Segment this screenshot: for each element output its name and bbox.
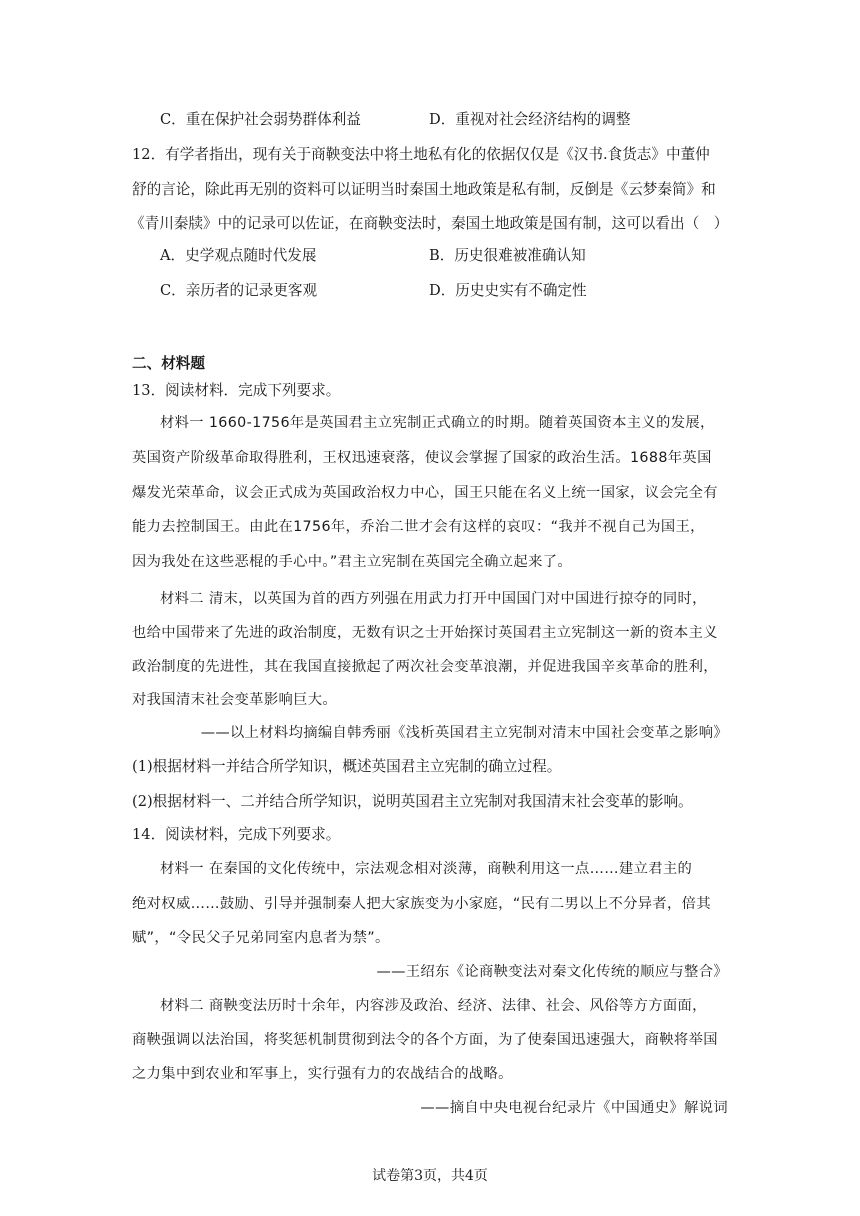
q13-material2-line1: 材料二 清末，以英国为首的西方列强在用武力打开中国国门对中国进行掠夺的同时， bbox=[160, 591, 707, 607]
q13-material2-line3: 政治制度的先进性，其在我国直接掀起了两次社会变革浪潮，并促进我国辛亥革命的胜利， bbox=[132, 659, 718, 675]
q13-source: ——以上材料均摘编自韩秀丽《浅析英国君主立宪制对清末中国社会变革之影响》 bbox=[200, 725, 728, 741]
q13-material2-line4: 对我国清末社会变革影响巨大。 bbox=[132, 692, 338, 708]
section-heading: 二、材料题 bbox=[132, 355, 205, 372]
q13-material1-line1: 材料一 1660-1756年是英国君主立宪制正式确立的时期。随着英国资本主义的发展， bbox=[160, 415, 715, 431]
q14-material2-line2: 商鞅强调以法治国，将奖惩机制贯彻到法令的各个方面，为了使秦国迅速强大，商鞅将举国 bbox=[132, 1032, 718, 1048]
q14-source1: ——王绍东《论商鞅变法对秦文化传统的顺应与整合》 bbox=[376, 964, 728, 980]
q13-material1-line3: 爆发光荣革命，议会正式成为英国政治权力中心，国王只能在名义上统一国家，议会完全有 bbox=[132, 485, 718, 501]
q14-material2-line1: 材料二 商鞅变法历时十余年，内容涉及政治、经济、法律、社会、风俗等方方面面， bbox=[160, 998, 707, 1014]
q13-requirement-2: (2)根据材料一、二并结合所学知识，说明英国君主立宪制对我国清末社会变革的影响。 bbox=[132, 793, 693, 810]
q13-requirement-1: (1)根据材料一并结合所学知识，概述英国君主立宪制的确立过程。 bbox=[132, 758, 562, 775]
q13-stem: 13．阅读材料．完成下列要求。 bbox=[132, 382, 341, 399]
q13-material1-line2: 英国资产阶级革命取得胜利，王权迅速衰落，使议会掌握了国家的政治生活。1688年英国 bbox=[132, 450, 712, 466]
q14-material1-line2: 绝对权威……鼓励、引导并强制秦人把大家族变为小家庭，“民有二男以上不分异者，倍其 bbox=[132, 896, 711, 912]
q14-stem: 14．阅读材料，完成下列要求。 bbox=[132, 826, 341, 843]
q12-option-c: C．亲历者的记录更客观 bbox=[160, 282, 318, 299]
q12-option-d: D．历史史实有不确定性 bbox=[429, 282, 587, 299]
q12-stem-line1: 12．有学者指出，现有关于商鞅变法中将土地私有化的依据仅仅是《汉书.食货志》中董仲 bbox=[132, 146, 710, 163]
q13-material2-line2: 也给中国带来了先进的政治制度，无数有识之士开始探讨英国君主立宪制这一新的资本主义 bbox=[132, 625, 718, 641]
q12-option-a: A．史学观点随时代发展 bbox=[160, 247, 317, 264]
q13-material1-line4: 能力去控制国王。由此在1756年，乔治二世才会有这样的哀叹：“我并不视自己为国王， bbox=[132, 519, 705, 535]
q14-material1-line3: 赋”，“令民父子兄弟同室内息者为禁”。 bbox=[132, 930, 390, 946]
option-d-prev: D．重视对社会经济结构的调整 bbox=[429, 111, 631, 128]
q12-stem-line2: 舒的言论，除此再无别的资料可以证明当时秦国土地政策是私有制，反倒是《云梦秦简》和 bbox=[132, 181, 716, 198]
option-c-prev: C．重在保护社会弱势群体利益 bbox=[160, 111, 361, 128]
q12-stem-line3: 《青川秦牍》中的记录可以佐证，在商鞅变法时，秦国土地政策是国有制，这可以看出（ ） bbox=[130, 215, 729, 232]
q13-material1-line5: 因为我处在这些恶棍的手心中。”君主立宪制在英国完全确立起来了。 bbox=[132, 554, 573, 570]
q14-source2: ——摘自中央电视台纪录片《中国通史》解说词 bbox=[420, 1100, 728, 1116]
q14-material1-line1: 材料一 在秦国的文化传统中，宗法观念相对淡薄，商鞅利用这一点……建立君主的 bbox=[160, 861, 693, 877]
q12-option-b: B．历史很难被准确认知 bbox=[429, 247, 586, 264]
q14-material2-line3: 之力集中到农业和军事上，实行强有力的农战结合的战略。 bbox=[132, 1066, 513, 1082]
page-footer: 试卷第3页，共4页 bbox=[372, 1168, 488, 1184]
